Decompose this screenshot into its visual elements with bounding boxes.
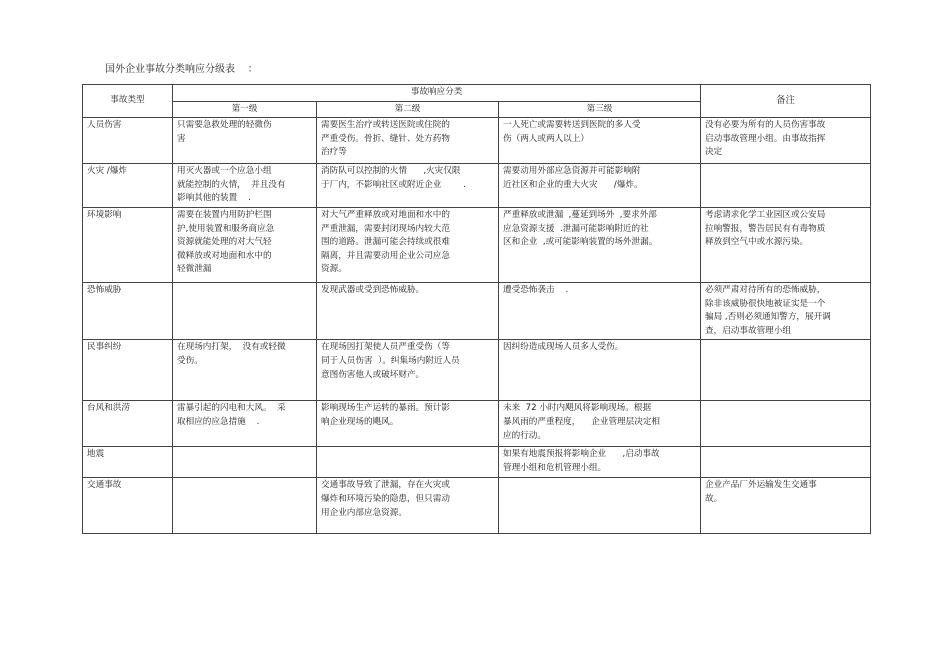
header-note: 备注 xyxy=(701,85,871,118)
cell-note: 必须严肃对待所有的恐怖威胁， 除非该威胁很快地被证实是一个 骗局 ,否则必须通知警方，展开调 查，启动事故管理小组 xyxy=(701,283,871,340)
cell-accident-type: 火灾 /爆炸 xyxy=(83,164,173,208)
header-accident-type: 事故类型 xyxy=(83,85,173,118)
cell-level-2: 影响现场生产运转的暴雨。预计影 响企业现场的飓风。 xyxy=(317,401,499,447)
response-classification-table xyxy=(82,84,871,534)
cell-level-1 xyxy=(173,447,317,478)
cell-level-3 xyxy=(499,478,701,534)
cell-level-3: 遭受恐怖袭击 . xyxy=(499,283,701,340)
cell-accident-type: 环境影响 xyxy=(83,208,173,283)
table-row xyxy=(83,447,871,478)
cell-accident-type: 人员伤害 xyxy=(83,118,173,164)
table-row xyxy=(83,401,871,447)
cell-level-1: 雷暴引起的闪电和大风。 采 取相应的应急措施 . xyxy=(173,401,317,447)
cell-level-3: 严重释放或泄漏 ,蔓延到场外 ,要求外部 应急资源支援 .泄漏可能影响附近的社 区和企业 ,或可能影响装置的场外泄漏。 xyxy=(499,208,701,283)
table-row xyxy=(83,478,871,534)
cell-level-1: 只需要急救处理的轻微伤 害 xyxy=(173,118,317,164)
cell-level-3: 因纠纷造成现场人员多人受伤。 xyxy=(499,340,701,401)
cell-level-2: 消防队可以控制的火情 ,火灾仅限 于厂内，不影响社区或附近企业 . xyxy=(317,164,499,208)
cell-level-3: 如果有地震预报将影响企业 ,启动事故 管理小组和危机管理小组。 xyxy=(499,447,701,478)
cell-accident-type: 地震 xyxy=(83,447,173,478)
cell-level-2: 对大气严重释放或对地面和水中的 严重泄漏，需要封闭现场内较大范 围的道路。泄漏可能会持续或很难 隔离，并且需要动用企业公司应急 资源。 xyxy=(317,208,499,283)
cell-level-2 xyxy=(317,447,499,478)
cell-level-1 xyxy=(173,283,317,340)
table-row xyxy=(83,283,871,340)
cell-level-2: 需要医生治疗或转送医院或住院的 严重受伤。骨折、缝针、处方药物 治疗等 xyxy=(317,118,499,164)
header-level-1: 第一级 xyxy=(173,102,317,118)
cell-level-1: 在现场内打架， 没有或轻微 受伤。 xyxy=(173,340,317,401)
cell-note: 企业产品厂外运输发生交通事 故。 xyxy=(701,478,871,534)
table-row xyxy=(83,164,871,208)
header-level-2: 第二级 xyxy=(317,102,499,118)
cell-level-2: 交通事故导致了泄漏，存在火灾或 爆炸和环境污染的隐患，但只需动 用企业内部应急资源。 xyxy=(317,478,499,534)
cell-note xyxy=(701,401,871,447)
cell-accident-type: 交通事故 xyxy=(83,478,173,534)
table-row xyxy=(83,118,871,164)
cell-accident-type: 台风和洪涝 xyxy=(83,401,173,447)
cell-level-3: 一人死亡或需要转送到医院的多人受 伤（两人或两人以上） xyxy=(499,118,701,164)
cell-note xyxy=(701,447,871,478)
table-row xyxy=(83,340,871,401)
cell-note: 没有必要为所有的人员伤害事故 启动事故管理小组。由事故指挥 决定 xyxy=(701,118,871,164)
table-row xyxy=(83,208,871,283)
header-level-3: 第三级 xyxy=(499,102,701,118)
cell-level-3: 未来 72 小时内飓风将影响现场。根据 暴风雨的严重程度， 企业管理层决定相 应的行动。 xyxy=(499,401,701,447)
cell-accident-type: 民事纠纷 xyxy=(83,340,173,401)
cell-accident-type: 恐怖威胁 xyxy=(83,283,173,340)
page-title: 国外企业事故分类响应分级表 ： xyxy=(105,64,258,75)
cell-level-3: 需要动用外部应急资源并可能影响附 近社区和企业的重大火灾 /爆炸。 xyxy=(499,164,701,208)
cell-level-2: 在现场因打架使人员严重受伤（等 同于人员伤害 ）。纠集场内附近人员 意图伤害他人或破坏财产。 xyxy=(317,340,499,401)
cell-level-1: 需要在装置内用防护栏围 护,使用装置和服务商应急 资源就能处理的对大气轻 微释放或对地面和水中的 轻微泄漏 xyxy=(173,208,317,283)
cell-level-1 xyxy=(173,478,317,534)
cell-note xyxy=(701,340,871,401)
header-response-classification: 事故响应分类 xyxy=(173,85,701,102)
cell-level-1: 用灭火器或一个应急小组 就能控制的火情， 并且没有 影响其他的装置 . xyxy=(173,164,317,208)
cell-note: 考虑请求化学工业园区或公安局 拉响警报，警告居民有有毒物质 释放到空气中或水源污染。 xyxy=(701,208,871,283)
cell-level-2: 发现武器或受到恐怖威胁。 xyxy=(317,283,499,340)
cell-note xyxy=(701,164,871,208)
